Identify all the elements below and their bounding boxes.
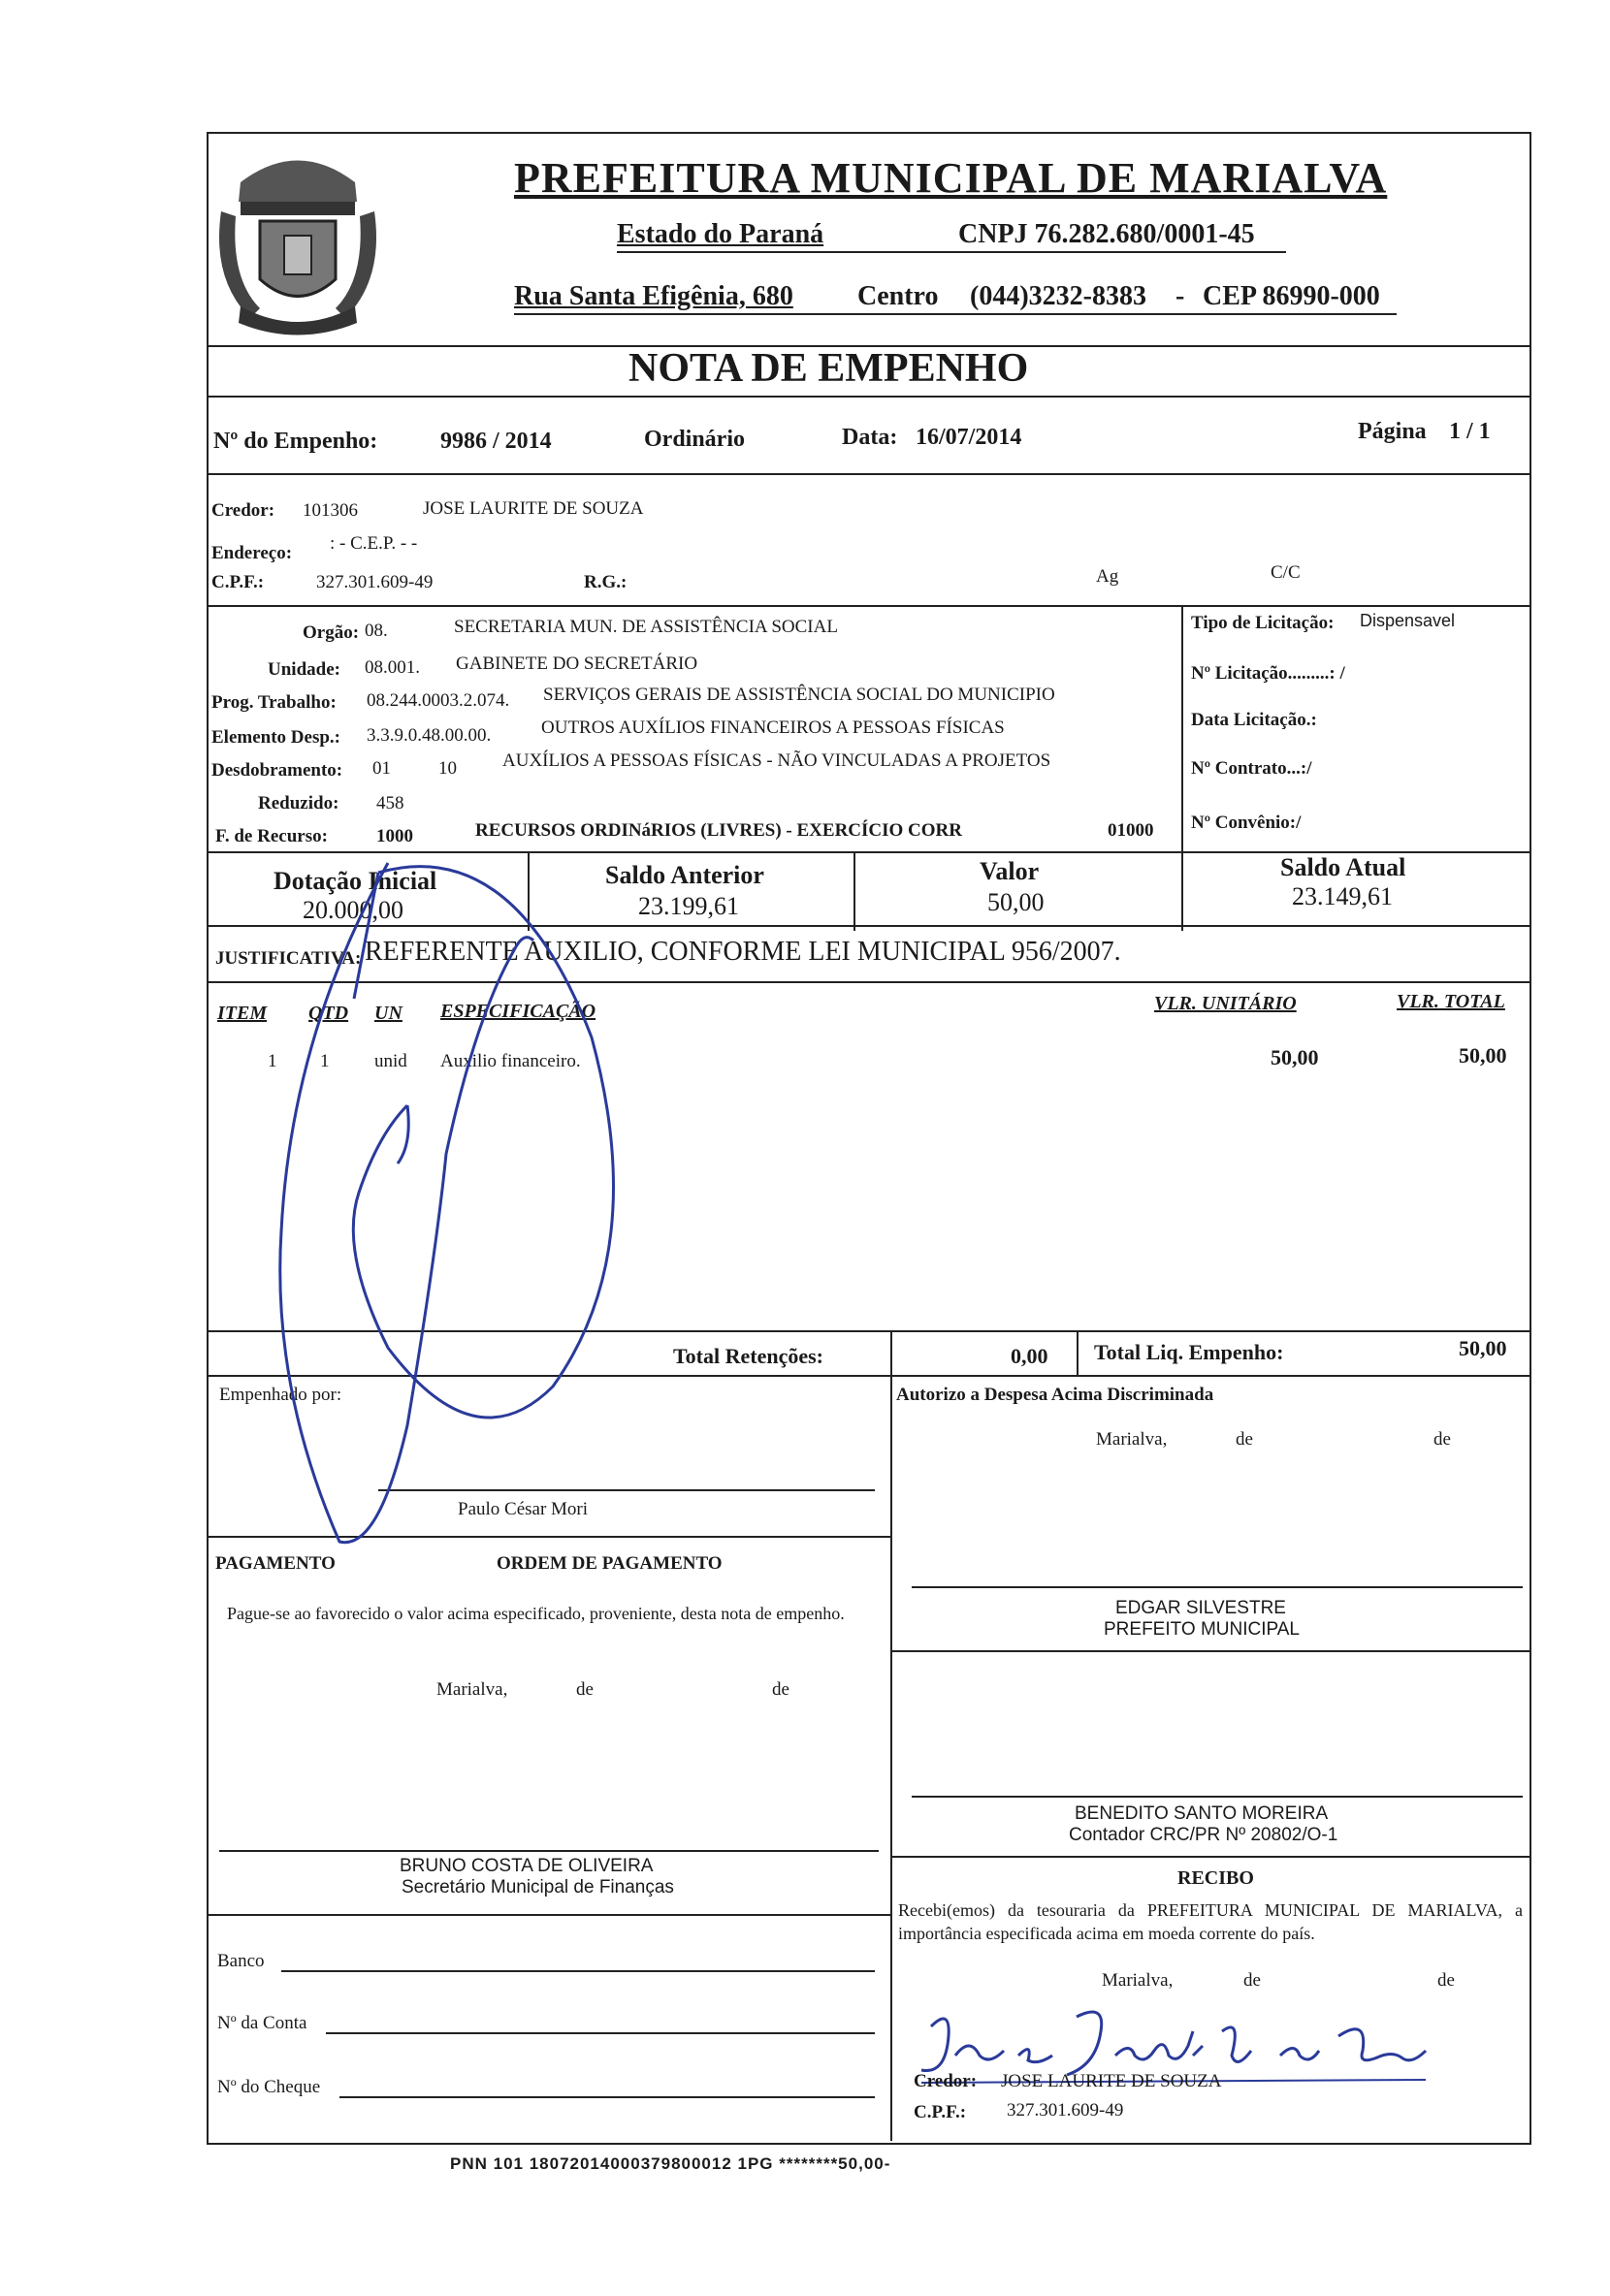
desdobramento-label: Desdobramento: xyxy=(211,760,343,781)
empenho-date-label: Data: xyxy=(842,425,898,450)
divider xyxy=(207,396,1530,398)
coat-of-arms-icon xyxy=(211,144,384,337)
licitacao-num-label: Nº Licitação.........: / xyxy=(1191,663,1345,684)
row-spec: Auxilio financeiro. xyxy=(440,1051,581,1071)
desdobramento-code1: 01 xyxy=(372,758,391,779)
unidade-code: 08.001. xyxy=(365,657,420,678)
row-total-value: 50,00 xyxy=(1459,1043,1507,1068)
col-item-header: ITEM xyxy=(217,1003,268,1024)
conta-line xyxy=(326,2032,875,2034)
recibo-de1: de xyxy=(1243,1970,1261,1991)
autorizo-city: Marialva, xyxy=(1096,1429,1168,1450)
pagamento-de2: de xyxy=(772,1679,789,1700)
empenho-number-label: Nº do Empenho: xyxy=(213,429,378,454)
totals-vline xyxy=(853,853,855,931)
divider xyxy=(207,473,1530,475)
col-total-header: VLR. TOTAL xyxy=(1397,991,1505,1012)
header-state: Estado do Paraná xyxy=(617,219,824,249)
divider xyxy=(890,1650,1530,1652)
header-cep: CEP 86990-000 xyxy=(1203,281,1380,311)
empenhado-label: Empenhado por: xyxy=(219,1385,342,1405)
col-qtd-header: QTD xyxy=(308,1003,349,1024)
orgao-label: Orgão: xyxy=(303,622,360,643)
credor-address: : - C.E.P. - - xyxy=(330,533,418,554)
pagamento-sig-name: BRUNO COSTA DE OLIVEIRA xyxy=(400,1856,654,1876)
divider xyxy=(207,605,1530,607)
justificativa-label: JUSTIFICATIVA: xyxy=(215,948,362,969)
col-spec-header: ESPECIFICAÇÃO xyxy=(440,1001,596,1022)
retencoes-value: 0,00 xyxy=(1011,1344,1048,1368)
liq-label: Total Liq. Empenho: xyxy=(1094,1340,1284,1364)
fonte-name: RECURSOS ORDINáRIOS (LIVRES) - EXERCÍCIO CORR xyxy=(475,820,962,841)
credor-label: Credor: xyxy=(211,500,275,521)
elemento-code: 3.3.9.0.48.00.00. xyxy=(367,725,492,746)
credor-rg-label: R.G.: xyxy=(584,572,628,592)
cheque-line xyxy=(339,2096,875,2098)
convenio-label: Nº Convênio:/ xyxy=(1191,813,1302,833)
empenho-type: Ordinário xyxy=(644,427,746,452)
pagamento-de1: de xyxy=(576,1679,594,1700)
recibo-city: Marialva, xyxy=(1102,1970,1174,1991)
page-label: Página xyxy=(1358,419,1427,444)
row-un: unid xyxy=(374,1051,407,1071)
recibo-de2: de xyxy=(1437,1970,1455,1991)
page-number: 1 / 1 xyxy=(1449,419,1491,444)
fonte-code: 1000 xyxy=(376,826,413,846)
unidade-label: Unidade: xyxy=(268,659,340,680)
row-qtd: 1 xyxy=(320,1051,330,1071)
justificativa-text: REFERENTE AUXILIO, CONFORME LEI MUNICIPAL 956/2007. xyxy=(365,937,1121,967)
elemento-name: OUTROS AUXÍLIOS FINANCEIROS A PESSOAS FÍSICAS xyxy=(541,718,1005,738)
recibo-credor-name: JOSE LAURITE DE SOUZA xyxy=(1001,2071,1222,2091)
ordem-label: ORDEM DE PAGAMENTO xyxy=(497,1553,723,1574)
empenhado-signature xyxy=(233,844,737,1561)
banco-line xyxy=(281,1970,875,1972)
credor-code: 101306 xyxy=(303,500,358,521)
divider xyxy=(890,1856,1530,1858)
empenhado-name: Paulo César Mori xyxy=(458,1499,589,1519)
header-phone: (044)3232-8383 xyxy=(970,281,1146,311)
saldo-anterior-value: 23.199,61 xyxy=(638,892,739,920)
pagamento-city: Marialva, xyxy=(436,1679,508,1700)
header-title: PREFEITURA MUNICIPAL DE MARIALVA xyxy=(514,154,1388,202)
dotacao-label: Dotação Inicial xyxy=(274,867,437,895)
contador-sig-line xyxy=(912,1796,1523,1798)
dotacao-value: 20.000,00 xyxy=(303,896,403,924)
cheque-label: Nº do Cheque xyxy=(217,2077,321,2097)
elemento-label: Elemento Desp.: xyxy=(211,727,340,748)
col-un-header: UN xyxy=(374,1003,402,1024)
contador-title: Contador CRC/PR Nº 20802/O-1 xyxy=(1069,1825,1338,1845)
doc-title: NOTA DE EMPENHO xyxy=(628,346,1029,391)
prog-name: SERVIÇOS GERAIS DE ASSISTÊNCIA SOCIAL DO MUNICIPIO xyxy=(543,685,1055,705)
totals-vline xyxy=(1181,853,1183,931)
desdobramento-code2: 10 xyxy=(438,758,457,779)
prog-code: 08.244.0003.2.074. xyxy=(367,690,510,711)
retencoes-label: Total Retenções: xyxy=(673,1344,823,1368)
conta-label: Nº da Conta xyxy=(217,2013,307,2033)
recibo-label: RECIBO xyxy=(1177,1867,1254,1889)
lower-vdivider xyxy=(890,1375,892,2141)
summary-vline xyxy=(1077,1330,1079,1377)
orgao-name: SECRETARIA MUN. DE ASSISTÊNCIA SOCIAL xyxy=(454,617,838,637)
summary-vline xyxy=(890,1330,892,1377)
recibo-cpf-label: C.P.F.: xyxy=(914,2102,967,2122)
unidade-name: GABINETE DO SECRETÁRIO xyxy=(456,654,698,674)
contador-name: BENEDITO SANTO MOREIRA xyxy=(1075,1803,1329,1824)
address-underline xyxy=(514,313,1397,315)
machine-code: PNN 101 18072014000379800012 1PG ********50,00- xyxy=(450,2154,891,2173)
pagamento-sig-line xyxy=(219,1850,879,1852)
saldo-atual-value: 23.149,61 xyxy=(1292,882,1393,910)
empenho-date: 16/07/2014 xyxy=(916,425,1022,450)
fonte-label: F. de Recurso: xyxy=(215,826,328,846)
autorizo-de1: de xyxy=(1236,1429,1253,1450)
recibo-text: Recebi(emos) da tesouraria da PREFEITURA MUNICIPAL DE MARIALVA, a importância especificada acima em moeda corrente do país. xyxy=(898,1900,1523,1943)
row-item: 1 xyxy=(268,1051,277,1071)
recibo-credor-label: Credor: xyxy=(914,2071,978,2091)
desdobramento-name: AUXÍLIOS A PESSOAS FÍSICAS - NÃO VINCULADAS A PROJETOS xyxy=(502,750,1051,771)
credor-cpf: 327.301.609-49 xyxy=(316,572,434,592)
header-dash: - xyxy=(1175,281,1185,311)
licitacao-tipo-label: Tipo de Licitação: xyxy=(1191,613,1335,633)
saldo-atual-label: Saldo Atual xyxy=(1280,853,1406,881)
valor-value: 50,00 xyxy=(987,888,1045,916)
divider xyxy=(207,1914,892,1916)
cnpj-underline xyxy=(617,251,1286,253)
prog-label: Prog. Trabalho: xyxy=(211,692,337,713)
liq-value: 50,00 xyxy=(1459,1336,1507,1360)
licitacao-tipo: Dispensavel xyxy=(1360,611,1456,630)
empenho-number: 9986 / 2014 xyxy=(440,429,552,454)
header-cnpj: CNPJ 76.282.680/0001-45 xyxy=(958,219,1255,249)
credor-address-label: Endereço: xyxy=(211,543,293,563)
contrato-label: Nº Contrato...:/ xyxy=(1191,758,1312,779)
autorizo-sig-title: PREFEITO MUNICIPAL xyxy=(1104,1619,1300,1640)
credor-cpf-label: C.P.F.: xyxy=(211,572,265,592)
autorizo-sig-line xyxy=(912,1586,1523,1588)
reduzido-code: 458 xyxy=(376,793,404,813)
pagamento-sig-title: Secretário Municipal de Finanças xyxy=(402,1877,674,1897)
recibo-cpf: 327.301.609-49 xyxy=(1007,2100,1124,2121)
autorizo-de2: de xyxy=(1433,1429,1451,1450)
header-district: Centro xyxy=(857,281,939,311)
autorizo-label: Autorizo a Despesa Acima Discriminada xyxy=(896,1385,1214,1405)
autorizo-sig-name: EDGAR SILVESTRE xyxy=(1115,1598,1286,1618)
fonte-code2: 01000 xyxy=(1108,820,1154,841)
banco-label: Banco xyxy=(217,1951,265,1971)
valor-label: Valor xyxy=(980,857,1040,885)
credor-ag-label: Ag xyxy=(1096,566,1119,587)
row-unit-value: 50,00 xyxy=(1271,1045,1319,1069)
reduzido-label: Reduzido: xyxy=(258,793,339,813)
licitacao-data-label: Data Licitação.: xyxy=(1191,710,1317,730)
credor-name: JOSE LAURITE DE SOUZA xyxy=(423,498,644,519)
col-unit-header: VLR. UNITÁRIO xyxy=(1154,993,1297,1014)
saldo-anterior-label: Saldo Anterior xyxy=(605,861,764,889)
pagamento-text: Pague-se ao favorecido o valor acima especificado, proveniente, desta nota de empenho. xyxy=(227,1604,845,1623)
budget-vdivider xyxy=(1181,605,1183,852)
header-address: Rua Santa Efigênia, 680 xyxy=(514,281,793,311)
orgao-code: 08. xyxy=(365,621,388,641)
credor-cc-label: C/C xyxy=(1271,562,1301,583)
pagamento-label: PAGAMENTO xyxy=(215,1553,336,1574)
